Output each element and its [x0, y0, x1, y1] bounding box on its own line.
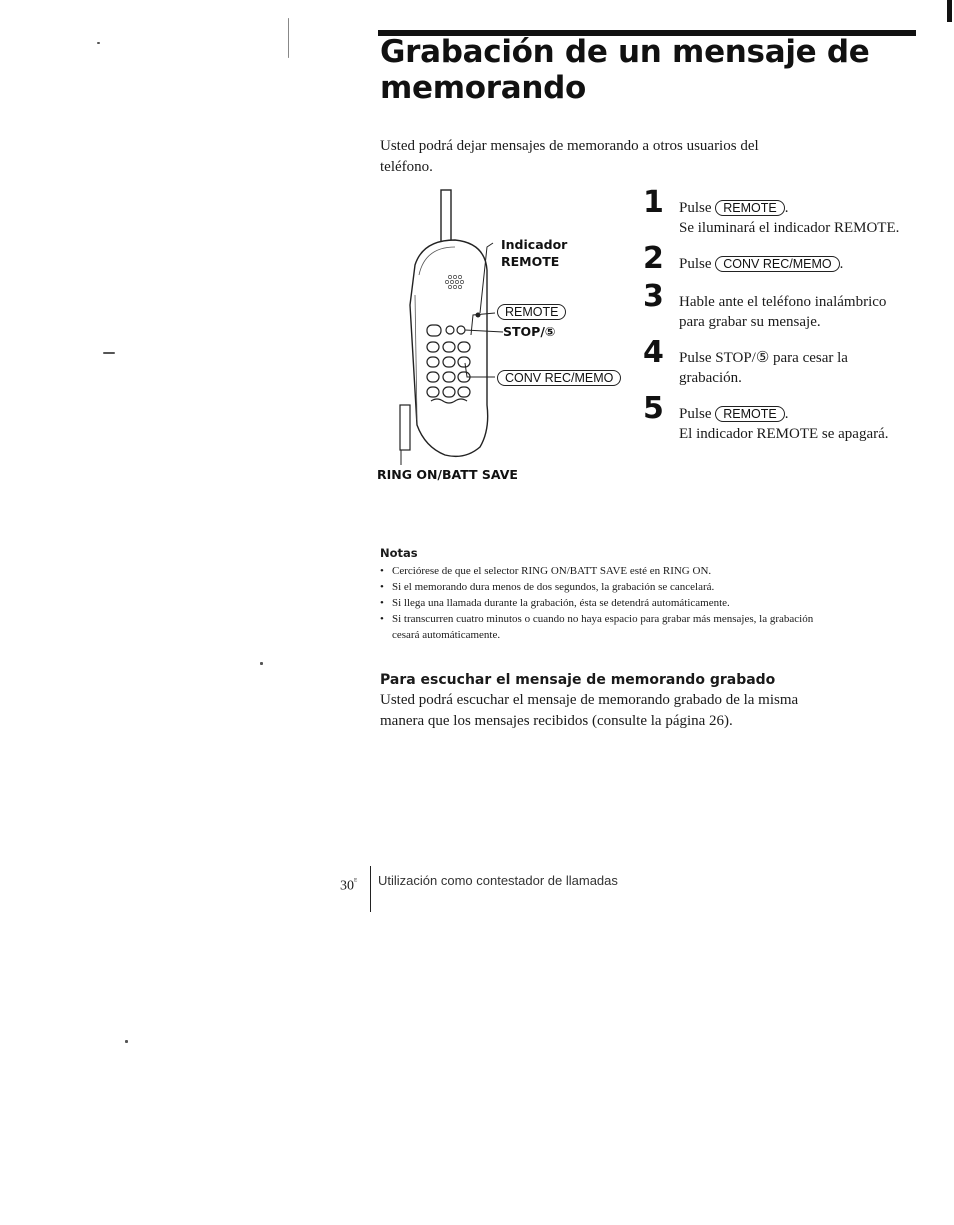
notes-title: Notas [380, 546, 418, 560]
step-1-number: 1 [643, 185, 664, 220]
note-item: • Si llega una llamada durante la grabación, ésta se detendrá automáticamente. [380, 595, 850, 611]
page-number-suffix: ᴱ [354, 876, 358, 886]
step-1-extra: Se iluminará el indicador REMOTE. [679, 220, 900, 236]
step-2-number: 2 [643, 241, 664, 276]
step-3-number: 3 [643, 279, 664, 314]
label-stop: STOP/⑤ [503, 324, 556, 339]
scan-speck [97, 42, 100, 44]
note-item: • Cerciórese de que el selector RING ON/BATT SAVE esté en RING ON. [380, 563, 850, 579]
ring-switch-icon [400, 405, 410, 450]
note-item: • Si el memorando dura menos de dos segundos, la grabación se cancelará. [380, 579, 850, 595]
footer-section-title: Utilización como contestador de llamadas [378, 873, 618, 888]
step-5-button: REMOTE [715, 406, 784, 422]
intro-paragraph: Usted podrá dejar mensajes de memorando a otros usuarios del teléfono. [380, 138, 759, 175]
step-5-number: 5 [643, 391, 664, 426]
page-number [340, 873, 357, 895]
step-5-suffix: . [784, 406, 789, 422]
step-1 [679, 198, 934, 238]
label-indicador: Indicador [501, 237, 568, 252]
notes-list [380, 563, 850, 643]
step-1-prefix: Pulse [679, 200, 712, 216]
step-2 [679, 254, 919, 274]
listen-heading: Para escuchar el mensaje de memorando grabado [380, 672, 776, 688]
step-2-button: CONV REC/MEMO [715, 256, 839, 272]
edge-tab-mark [947, 0, 952, 22]
remote-button-callout: REMOTE [497, 304, 566, 320]
label-remote: REMOTE [501, 254, 560, 269]
step-1-suffix: . [784, 200, 789, 216]
scan-speck [288, 18, 289, 58]
step-3-text: Hable ante el teléfono inalámbrico para grabar su mensaje. [679, 294, 887, 330]
step-2-suffix: . [839, 256, 844, 272]
scan-speck [103, 352, 115, 354]
page-number-value: 30 [340, 878, 354, 894]
step-5-prefix: Pulse [679, 406, 712, 422]
scan-speck [125, 1040, 128, 1043]
step-1-button: REMOTE [715, 200, 784, 216]
step-4-number: 4 [643, 335, 664, 370]
conv-rec-memo-callout: CONV REC/MEMO [497, 370, 621, 386]
step-5 [679, 404, 919, 444]
step-5-extra: El indicador REMOTE se apagará. [679, 426, 889, 442]
page-title: Grabación de un mensaje de memorando [380, 34, 870, 106]
step-4-text: Pulse STOP/⑤ para cesar la grabación. [679, 350, 848, 386]
footer-rule [370, 866, 371, 912]
listen-body: Usted podrá escuchar el mensaje de memorando grabado de la misma manera que los mensajes recibidos (consulte la página 26). [380, 692, 799, 729]
step-2-prefix: Pulse [679, 256, 712, 272]
label-ring-batt-save: RING ON/BATT SAVE [377, 467, 518, 482]
scan-speck [260, 662, 263, 665]
note-item: • Si transcurren cuatro minutos o cuando no haya espacio para grabar más mensajes, la grabación cesará automáticamente. [380, 611, 832, 643]
